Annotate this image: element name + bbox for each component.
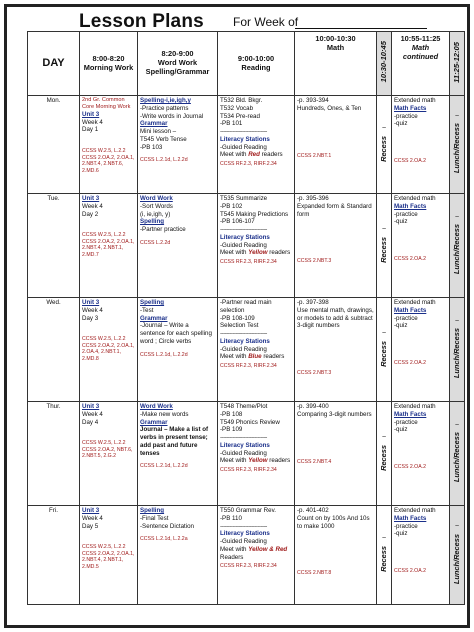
cell-line: T548 Theme/Plot	[220, 403, 268, 410]
week-num: Week 4	[82, 118, 103, 126]
tilde-mark: ~	[454, 421, 460, 429]
math-cell	[295, 506, 377, 605]
unit-label: Unit 3	[82, 299, 100, 306]
week-num: Week 4	[82, 202, 103, 210]
lunch-cell	[450, 506, 465, 605]
word-work-cell	[138, 194, 218, 298]
cell-line: Math Facts	[394, 306, 427, 314]
cell-line: Spelling	[140, 507, 165, 514]
recess-label: Recess	[379, 444, 389, 471]
unit-label: Unit 3	[82, 507, 100, 514]
word-work-cell	[138, 298, 218, 402]
cell-line: Expanded form & Standard form	[297, 202, 372, 218]
standards-text: CCSS 2.OA.2	[394, 464, 427, 470]
cell-line: -p. 399-400	[297, 403, 329, 410]
tilde-mark: ~	[381, 535, 387, 543]
recess-label: Recess	[379, 236, 389, 263]
cell-line: T534 Pre-read	[220, 112, 260, 120]
cell-line: -p. 395-396	[297, 195, 329, 202]
math-continued-cell	[392, 402, 450, 506]
unit-label: Unit 3	[82, 110, 100, 118]
standards-text: CCSS L.2.1d, L.2.2a	[140, 536, 188, 543]
recess-cell	[377, 402, 392, 506]
cell-line: -p. 393-394	[297, 97, 329, 104]
week-num: Week 4	[82, 514, 103, 522]
cell-line: -Guided Reading	[220, 538, 267, 545]
day-row	[28, 402, 465, 506]
standards-text: CCSS 2.OA.2	[394, 256, 427, 262]
cell-line: -p. 401-402	[297, 507, 329, 514]
cell-line: T532 Bld. Bkgr.	[220, 97, 263, 104]
cell-line: Math Facts	[394, 104, 427, 112]
cell-line: -PB 102	[220, 202, 243, 210]
recess-cell	[377, 194, 392, 298]
cell-line: Meet with Red readers	[220, 151, 283, 159]
lunch-cell	[450, 194, 465, 298]
cell-line: Extended math	[394, 403, 436, 410]
math-cell	[295, 402, 377, 506]
cell-line: T545 Making Predictions	[220, 210, 289, 218]
cell-line: -quiz	[394, 426, 408, 434]
cell-line: Literacy Stations	[220, 135, 270, 143]
divider: ------------------------------	[220, 128, 267, 135]
reading-cell	[218, 506, 295, 605]
day-num: Day 2	[82, 210, 99, 218]
day-label: Tue.	[28, 194, 80, 298]
cell-line: -PB 110	[220, 514, 242, 522]
word-work-cell	[138, 506, 218, 605]
standards-text: CCSS 2.NBT.3	[297, 258, 332, 265]
cell-line: -PB 106-107	[220, 218, 255, 226]
cell-line: -quiz	[394, 530, 408, 538]
cell-line: -Guided Reading	[220, 345, 267, 353]
standards-text: CCSS RF.2.3, RIRF.2.34	[220, 363, 277, 369]
cell-line: -PB 109	[220, 426, 243, 434]
standards-text: CCSS 2.NBT.4	[297, 458, 332, 465]
math-continued-cell	[392, 96, 450, 194]
day-num: Day 3	[82, 314, 99, 322]
unit-label: Unit 3	[82, 195, 100, 202]
week-num: Week 4	[82, 410, 103, 418]
cell-line: -practice	[394, 112, 418, 120]
day-label: Wed.	[28, 298, 80, 402]
col-header-lunch-time: 11:25-12:05	[450, 32, 465, 96]
standards-text: CCSS RF.2.3, RIRF.2.34	[220, 467, 277, 473]
recess-label: Recess	[379, 135, 389, 162]
col-header-morning: 8:00-8:20 Morning Work	[80, 32, 138, 96]
cell-line: Math Facts	[394, 514, 427, 522]
standards-text: CCSS W.2.5, L.2.2 CCSS 2.OA.2, 2.OA.1, 2.NBT.4, 2.NBT.6, 2.MD.6	[82, 148, 135, 174]
divider: ------------------------------	[220, 330, 267, 337]
cell-line: Literacy Stations	[220, 441, 270, 449]
reading-cell	[218, 298, 295, 402]
lunch-cell	[450, 298, 465, 402]
morning-work-cell	[80, 96, 138, 194]
standards-text: CCSS W.2.5, L.2.2 CCSS 2.OA.2, 2.OA.1, 2.NBT.4, 2.NBT.1, 2.MD.7	[82, 232, 135, 258]
col-header-reading: 9:00-10:00 Reading	[218, 32, 295, 96]
lunch-label: Lunch/Recess	[452, 224, 462, 275]
col-header-math: 10:00-10:30 Math	[295, 32, 377, 96]
math-continued-cell	[392, 506, 450, 605]
col-header-math-continued: 10:55-11:25 Math continued	[392, 32, 450, 96]
cell-line: -Write words in Journal	[140, 112, 204, 120]
week-blank-line	[295, 28, 427, 29]
cell-line: T549 Phonics Review	[220, 418, 280, 426]
standards-text: CCSS W.2.5, L.2.2 CCSS 2.OA.2, NBT.6, 2.NBT.5, 2.G.2	[82, 440, 133, 460]
cell-line: Journal – Make a list of verbs in present tense; add past and future tenses	[140, 426, 209, 457]
cell-line: -Sentence Dictation	[140, 522, 194, 530]
cell-line: -Final Test	[140, 514, 169, 522]
tilde-mark: ~	[381, 225, 387, 233]
page-title: Lesson Plans	[79, 11, 204, 32]
day-row	[28, 298, 465, 402]
cell-line: Meet with Yellow readers	[220, 457, 291, 465]
standards-text: CCSS 2.NBT.8	[297, 570, 332, 577]
morning-work-cell	[80, 506, 138, 605]
col-header-recess-time: 10:30-10:45	[377, 32, 392, 96]
cell-line: Literacy Stations	[220, 233, 270, 241]
cell-line: -Test	[140, 306, 154, 314]
day-label: Mon.	[28, 96, 80, 194]
cell-line: Meet with Yellow & Red Readers	[220, 545, 288, 561]
cell-line: -Sort Words	[140, 202, 173, 210]
cell-line: Comparing 3-digit numbers	[297, 410, 372, 418]
day-label: Fri.	[28, 506, 80, 605]
standards-text: CCSS 2.OA.2	[394, 360, 427, 366]
cell-line: Meet with Blue readers	[220, 353, 285, 361]
cell-line: -quiz	[394, 218, 408, 226]
cell-line: -Partner read main selection	[220, 299, 272, 314]
standards-text: CCSS 2.OA.2	[394, 568, 427, 574]
day-num: Day 5	[82, 522, 99, 530]
cell-line: -practice	[394, 522, 418, 530]
recess-cell	[377, 506, 392, 605]
cell-line: Meet with Yellow readers	[220, 249, 291, 257]
morning-note: 2nd Gr. Common Core Morning Work	[82, 97, 131, 110]
tilde-mark: ~	[454, 523, 460, 531]
reading-cell	[218, 96, 295, 194]
cell-line: Use mental math, drawings, or models to add & subtract 3-digit numbers	[297, 306, 374, 330]
standards-text: CCSS L.2.1d, L.2.2d	[140, 351, 188, 358]
lunch-cell	[450, 402, 465, 506]
cell-line: Math Facts	[394, 410, 427, 418]
cell-line: Literacy Stations	[220, 530, 270, 538]
lunch-label: Lunch/Recess	[452, 533, 462, 585]
recess-cell	[377, 298, 392, 402]
cell-line: Math Facts	[394, 202, 427, 210]
cell-line: -Partner practice	[140, 226, 186, 233]
standards-text: CCSS L.2.1d, L.2.2d	[140, 157, 188, 164]
cell-line: -practice	[394, 418, 418, 426]
cell-line: Hundreds, Ones, & Ten	[297, 104, 362, 112]
morning-work-cell	[80, 402, 138, 506]
cell-line: Grammar	[140, 418, 168, 426]
recess-label: Recess	[379, 340, 389, 367]
cell-line: Literacy Stations	[220, 337, 270, 345]
standards-text: CCSS W.2.5, L.2.2 CCSS 2.OA.2, 2.OA.1, 2.OA.4, 2.NBT.1, 2.MD.8	[82, 336, 135, 362]
cell-line: T535 Summarize	[220, 195, 268, 202]
cell-line: -p. 397-398	[297, 299, 329, 306]
cell-line: T550 Grammar Rev.	[220, 507, 276, 514]
reading-cell	[218, 402, 295, 506]
cell-line: Spelling-i,ie,igh,y	[140, 97, 191, 104]
cell-line: -Make new words	[140, 410, 189, 418]
divider: ------------------------------	[220, 522, 267, 530]
lunch-label: Lunch/Recess	[452, 123, 462, 174]
cell-line: -PB 108-109	[220, 314, 255, 322]
standards-text: CCSS 2.NBT.1	[297, 152, 332, 159]
cell-line: -Guided Reading	[220, 143, 267, 151]
tilde-mark: ~	[381, 433, 387, 441]
math-cell	[295, 194, 377, 298]
cell-line: -Journal – Write a sentence for each spelling word ; Circle verbs	[140, 322, 212, 345]
cell-line: Grammar	[140, 314, 168, 322]
standards-text: CCSS 2.OA.2	[394, 158, 427, 164]
lunch-label: Lunch/Recess	[452, 432, 462, 483]
cell-line: Extended math	[394, 507, 436, 514]
morning-work-cell	[80, 194, 138, 298]
lunch-cell	[450, 96, 465, 194]
word-work-cell	[138, 96, 218, 194]
cell-line: T532 Vocab	[220, 104, 254, 112]
cell-line: Count on by 100s And 10s to make 1000	[297, 514, 370, 530]
tilde-mark: ~	[381, 329, 387, 337]
day-label: Thur.	[28, 402, 80, 506]
math-continued-cell	[392, 298, 450, 402]
cell-line: (i, ie,igh, y)	[140, 210, 171, 218]
cell-line: Word Work	[140, 195, 173, 202]
standards-text: CCSS L.2.1d, L.2.2d	[140, 463, 188, 470]
recess-label: Recess	[379, 546, 389, 572]
cell-line: -quiz	[394, 322, 408, 330]
tilde-mark: ~	[454, 112, 460, 120]
week-num: Week 4	[82, 306, 103, 314]
cell-line: Word Work	[140, 403, 173, 410]
day-num: Day 1	[82, 126, 99, 134]
col-header-word-work: 8:20-9:00 Word Work Spelling/Grammar	[138, 32, 218, 96]
morning-work-cell	[80, 298, 138, 402]
standards-text: CCSS RF.2.3, RIRF.2.34	[220, 161, 277, 167]
cell-line: T545 Verb Tense	[140, 135, 187, 143]
col-header-day: DAY	[28, 32, 80, 96]
cell-line: -PB 103	[140, 143, 163, 151]
lesson-plan-grid	[27, 31, 465, 605]
divider: ------------------------------	[220, 434, 267, 441]
cell-line: -Guided Reading	[220, 241, 267, 249]
math-cell	[295, 298, 377, 402]
unit-label: Unit 3	[82, 403, 100, 410]
cell-line: Extended math	[394, 97, 436, 104]
cell-line: Grammar	[140, 120, 168, 128]
cell-line: -Guided Reading	[220, 449, 267, 457]
header-row	[28, 32, 465, 96]
math-continued-cell	[392, 194, 450, 298]
standards-text: CCSS L.2.2d	[140, 239, 171, 246]
tilde-mark: ~	[381, 124, 387, 132]
math-cell	[295, 96, 377, 194]
cell-line: -quiz	[394, 120, 408, 128]
cell-line: Spelling	[140, 218, 165, 226]
reading-cell	[218, 194, 295, 298]
word-work-cell	[138, 402, 218, 506]
cell-line: -practice	[394, 210, 418, 218]
week-label: For Week of	[233, 15, 299, 29]
cell-line: Extended math	[394, 195, 436, 202]
tilde-mark: ~	[454, 317, 460, 325]
cell-line: -PB 108	[220, 410, 243, 418]
cell-line: Selection Test	[220, 322, 259, 330]
day-row	[28, 194, 465, 298]
cell-line: Extended math	[394, 299, 436, 306]
cell-line: -practice	[394, 314, 418, 322]
cell-line: -Practice patterns	[140, 104, 189, 112]
standards-text: CCSS W.2.5, L.2.2 CCSS 2.OA.2, 2.OA.1, 2.NBT.4, 2.NBT.1, 2.MD.5	[82, 544, 135, 570]
standards-text: CCSS 2.NBT.3	[297, 370, 332, 376]
cell-line: -PB 101	[220, 120, 243, 128]
lunch-label: Lunch/Recess	[452, 328, 462, 379]
cell-line: Mini lesson –	[140, 128, 177, 135]
tilde-mark: ~	[454, 213, 460, 221]
day-row	[28, 506, 465, 605]
recess-cell	[377, 96, 392, 194]
standards-text: CCSS RF.2.3, RIRF.2.34	[220, 563, 277, 570]
standards-text: CCSS RF.2.3, RIRF.2.34	[220, 259, 277, 265]
day-num: Day 4	[82, 418, 99, 426]
day-row	[28, 96, 465, 194]
divider: ------------------------------	[220, 226, 267, 233]
cell-line: Spelling	[140, 299, 165, 306]
